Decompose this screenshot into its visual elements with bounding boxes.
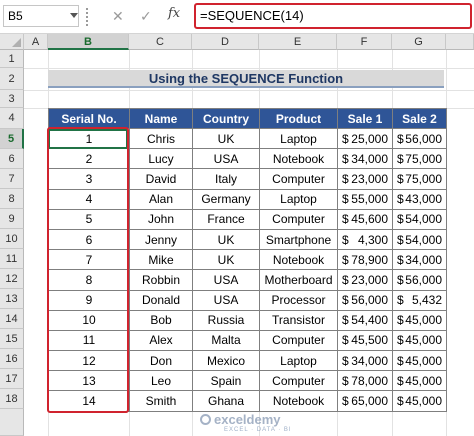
header-sale-2[interactable]: Sale 2: [393, 109, 447, 129]
cell-serial-no[interactable]: 5: [49, 209, 130, 229]
worksheet-grid[interactable]: [0, 34, 474, 436]
amount-value: 45,000: [405, 394, 442, 409]
watermark-brand: exceldemy: [214, 412, 281, 427]
row-header-9[interactable]: 9: [0, 209, 24, 229]
cell-name[interactable]: Lucy: [130, 149, 193, 169]
amount-value: 56,000: [405, 272, 442, 287]
currency-symbol: $: [342, 272, 349, 287]
cell-sale-2[interactable]: [393, 169, 447, 189]
amount-value: 4,300: [357, 232, 388, 247]
insert-function-icon[interactable]: fx: [168, 6, 181, 21]
header-name[interactable]: Name: [130, 109, 193, 129]
amount-value: 75,000: [405, 151, 442, 166]
cell-sale-2[interactable]: [393, 270, 447, 290]
table-body: [49, 129, 447, 412]
cell-country[interactable]: Spain: [193, 371, 260, 391]
cell-name[interactable]: Chris: [130, 129, 193, 149]
cancel-icon[interactable]: ✕: [112, 8, 124, 24]
cell-sale-2[interactable]: [393, 290, 447, 310]
currency-symbol: $: [397, 272, 404, 287]
formula-bar-separator: [86, 8, 88, 26]
header-sale-1[interactable]: Sale 1: [338, 109, 393, 129]
row-header-12[interactable]: 12: [0, 269, 24, 289]
currency-symbol: $: [342, 373, 349, 388]
cell-product[interactable]: Processor: [260, 290, 338, 310]
exceldemy-watermark: [200, 412, 281, 427]
header-product[interactable]: Product: [260, 109, 338, 129]
currency-symbol: $: [397, 232, 404, 247]
cell-name[interactable]: Smith: [130, 391, 193, 411]
cell-product[interactable]: Motherboard: [260, 270, 338, 290]
cell-sale-1[interactable]: [338, 351, 393, 371]
name-box[interactable]: B5: [3, 5, 79, 27]
cell-product[interactable]: Notebook: [260, 250, 338, 270]
cell-name[interactable]: John: [130, 209, 193, 229]
cell-country[interactable]: USA: [193, 149, 260, 169]
currency-symbol: $: [397, 353, 404, 368]
cell-sale-1[interactable]: [338, 169, 393, 189]
cell-serial-no[interactable]: 3: [49, 169, 130, 189]
cell-serial-no[interactable]: 7: [49, 250, 130, 270]
row-header-10[interactable]: 10: [0, 229, 24, 249]
table-row: [49, 169, 447, 189]
currency-symbol: $: [397, 373, 404, 388]
row-header-18[interactable]: 18: [0, 389, 24, 409]
cell-serial-no[interactable]: 8: [49, 270, 130, 290]
exceldemy-logo-icon: [200, 414, 211, 425]
cell-serial-no[interactable]: 10: [49, 310, 130, 330]
cell-country[interactable]: UK: [193, 129, 260, 149]
cell-name[interactable]: Mike: [130, 250, 193, 270]
cell-serial-no[interactable]: 2: [49, 149, 130, 169]
header-serial-no[interactable]: Serial No.: [49, 109, 130, 129]
currency-symbol: $: [397, 151, 404, 166]
cell-sale-1[interactable]: [338, 371, 393, 391]
amount-value: 25,000: [351, 131, 388, 146]
currency-symbol: $: [342, 353, 349, 368]
cell-country[interactable]: Russia: [193, 310, 260, 330]
cell-product[interactable]: Notebook: [260, 391, 338, 411]
amount-value: 54,000: [405, 232, 442, 247]
column-header-d[interactable]: D: [192, 34, 259, 50]
cell-name[interactable]: David: [130, 169, 193, 189]
cell-sale-1[interactable]: [338, 330, 393, 350]
cell-sale-2[interactable]: [393, 250, 447, 270]
table-row: [49, 250, 447, 270]
table-row: [49, 391, 447, 411]
cell-sale-2[interactable]: [393, 209, 447, 229]
currency-symbol: $: [342, 131, 349, 146]
cell-country[interactable]: USA: [193, 290, 260, 310]
table-row: [49, 149, 447, 169]
cell-country[interactable]: Ghana: [193, 391, 260, 411]
cell-country[interactable]: USA: [193, 270, 260, 290]
amount-value: 78,900: [351, 252, 388, 267]
cell-sale-1[interactable]: [338, 149, 393, 169]
column-header-e[interactable]: E: [259, 34, 337, 50]
amount-value: 23,000: [351, 171, 388, 186]
currency-symbol: $: [342, 252, 349, 267]
amount-value: 45,500: [351, 333, 388, 348]
currency-symbol: $: [342, 151, 349, 166]
table-row: [49, 310, 447, 330]
cell-product[interactable]: Transistor: [260, 310, 338, 330]
cell-name[interactable]: Don: [130, 351, 193, 371]
amount-value: 54,400: [351, 313, 388, 328]
row-header-16[interactable]: 16: [0, 349, 24, 369]
cell-sale-2[interactable]: [393, 229, 447, 249]
cell-sale-1[interactable]: [338, 250, 393, 270]
amount-value: 5,432: [411, 293, 442, 308]
amount-value: 55,000: [351, 192, 388, 207]
currency-symbol: $: [397, 171, 404, 186]
cell-product[interactable]: Computer: [260, 169, 338, 189]
cell-country[interactable]: Germany: [193, 189, 260, 209]
formula-input[interactable]: =SEQUENCE(14): [194, 3, 472, 29]
watermark-tagline: EXCEL · DATA · BI: [224, 427, 292, 433]
cell-country[interactable]: UK: [193, 250, 260, 270]
row-header-15[interactable]: 15: [0, 329, 24, 349]
cell-sale-1[interactable]: [338, 229, 393, 249]
table-row: [49, 290, 447, 310]
cell-sale-1[interactable]: [338, 209, 393, 229]
row-header-6[interactable]: 6: [0, 149, 24, 169]
cell-country[interactable]: Italy: [193, 169, 260, 189]
cell-product[interactable]: Laptop: [260, 129, 338, 149]
amount-value: 43,000: [405, 192, 442, 207]
amount-value: 56,000: [351, 293, 388, 308]
cell-sale-2[interactable]: [393, 391, 447, 411]
cell-product[interactable]: Laptop: [260, 351, 338, 371]
cell-country[interactable]: Malta: [193, 330, 260, 350]
sales-table: [48, 108, 447, 412]
cell-name[interactable]: Robbin: [130, 270, 193, 290]
row-header-11[interactable]: 11: [0, 249, 24, 269]
cell-serial-no[interactable]: 1: [49, 129, 130, 149]
cell-country[interactable]: UK: [193, 229, 260, 249]
header-country[interactable]: Country: [193, 109, 260, 129]
row-header-17[interactable]: 17: [0, 369, 24, 389]
currency-symbol: $: [397, 333, 404, 348]
currency-symbol: $: [397, 313, 404, 328]
currency-symbol: $: [342, 192, 349, 207]
table-row: [49, 209, 447, 229]
cell-product[interactable]: Notebook: [260, 149, 338, 169]
row-header-4[interactable]: 4: [0, 108, 24, 129]
table-row: [49, 351, 447, 371]
cell-sale-2[interactable]: [393, 310, 447, 330]
cell-product[interactable]: Computer: [260, 371, 338, 391]
currency-symbol: $: [342, 333, 349, 348]
cell-serial-no[interactable]: 4: [49, 189, 130, 209]
currency-symbol: $: [397, 252, 404, 267]
currency-symbol: $: [342, 171, 349, 186]
cell-sale-2[interactable]: [393, 129, 447, 149]
amount-value: 23,000: [351, 272, 388, 287]
row-header-1[interactable]: 1: [0, 50, 24, 68]
table-row: [49, 270, 447, 290]
amount-value: 54,000: [405, 212, 442, 227]
cell-serial-no[interactable]: 13: [49, 371, 130, 391]
table-header-row: [49, 109, 447, 129]
currency-symbol: $: [342, 212, 349, 227]
amount-value: 34,000: [351, 151, 388, 166]
cell-product[interactable]: Laptop: [260, 189, 338, 209]
cell-sale-1[interactable]: [338, 270, 393, 290]
gridline: [24, 90, 474, 91]
row-header-7[interactable]: 7: [0, 169, 24, 189]
currency-symbol: $: [342, 313, 349, 328]
amount-value: 65,000: [351, 394, 388, 409]
amount-value: 45,000: [405, 353, 442, 368]
cell-sale-1[interactable]: [338, 129, 393, 149]
select-all-corner[interactable]: [0, 34, 24, 50]
amount-value: 45,000: [405, 333, 442, 348]
column-header-h[interactable]: [446, 34, 474, 50]
table-row: [49, 229, 447, 249]
cell-sale-2[interactable]: [393, 351, 447, 371]
amount-value: 34,000: [351, 353, 388, 368]
cell-name[interactable]: Alex: [130, 330, 193, 350]
column-header-g[interactable]: G: [392, 34, 446, 50]
name-box-dropdown-icon[interactable]: [70, 13, 78, 18]
cell-sale-2[interactable]: [393, 149, 447, 169]
cell-sale-2[interactable]: [393, 189, 447, 209]
cell-serial-no[interactable]: 11: [49, 330, 130, 350]
amount-value: 78,000: [351, 373, 388, 388]
currency-symbol: $: [397, 131, 404, 146]
column-header-c[interactable]: C: [129, 34, 192, 50]
cell-country[interactable]: France: [193, 209, 260, 229]
cell-sale-1[interactable]: [338, 290, 393, 310]
cell-product[interactable]: Smartphone: [260, 229, 338, 249]
currency-symbol: $: [397, 293, 404, 308]
column-header-a[interactable]: A: [24, 34, 48, 50]
cell-name[interactable]: Leo: [130, 371, 193, 391]
row-header-14[interactable]: 14: [0, 309, 24, 329]
row-header-13[interactable]: 13: [0, 289, 24, 309]
amount-value: 75,000: [405, 171, 442, 186]
cell-sale-1[interactable]: [338, 189, 393, 209]
cell-product[interactable]: Computer: [260, 330, 338, 350]
cell-country[interactable]: Mexico: [193, 351, 260, 371]
row-header-5[interactable]: 5: [0, 129, 24, 149]
cell-name[interactable]: Donald: [130, 290, 193, 310]
column-header-f[interactable]: F: [337, 34, 392, 50]
table-row: [49, 129, 447, 149]
currency-symbol: $: [397, 192, 404, 207]
currency-symbol: $: [342, 394, 349, 409]
row-header-8[interactable]: 8: [0, 189, 24, 209]
row-header-2[interactable]: 2: [0, 68, 24, 90]
sheet-title[interactable]: Using the SEQUENCE Function: [48, 70, 444, 88]
amount-value: 45,600: [351, 212, 388, 227]
column-header-b[interactable]: B: [48, 34, 129, 50]
cell-product[interactable]: Computer: [260, 209, 338, 229]
gridline: [24, 68, 474, 69]
currency-symbol: $: [342, 293, 349, 308]
amount-value: 34,000: [405, 252, 442, 267]
cell-serial-no[interactable]: 14: [49, 391, 130, 411]
cell-serial-no[interactable]: 9: [49, 290, 130, 310]
amount-value: 45,000: [405, 373, 442, 388]
enter-icon[interactable]: ✓: [140, 8, 152, 24]
cell-serial-no[interactable]: 6: [49, 229, 130, 249]
amount-value: 45,000: [405, 313, 442, 328]
currency-symbol: $: [397, 394, 404, 409]
cell-serial-no[interactable]: 12: [49, 351, 130, 371]
cell-name[interactable]: Jenny: [130, 229, 193, 249]
amount-value: 56,000: [405, 131, 442, 146]
currency-symbol: $: [342, 232, 349, 247]
cell-name[interactable]: Alan: [130, 189, 193, 209]
table-row: [49, 189, 447, 209]
cell-sale-2[interactable]: [393, 371, 447, 391]
cell-sale-1[interactable]: [338, 310, 393, 330]
currency-symbol: $: [397, 212, 404, 227]
cell-sale-1[interactable]: [338, 391, 393, 411]
row-header-3[interactable]: 3: [0, 90, 24, 108]
cell-name[interactable]: Bob: [130, 310, 193, 330]
formula-bar: [0, 0, 474, 34]
select-all-triangle-icon: [12, 38, 21, 47]
table-row: [49, 330, 447, 350]
cell-sale-2[interactable]: [393, 330, 447, 350]
table-row: [49, 371, 447, 391]
row-header-19[interactable]: [0, 409, 24, 436]
